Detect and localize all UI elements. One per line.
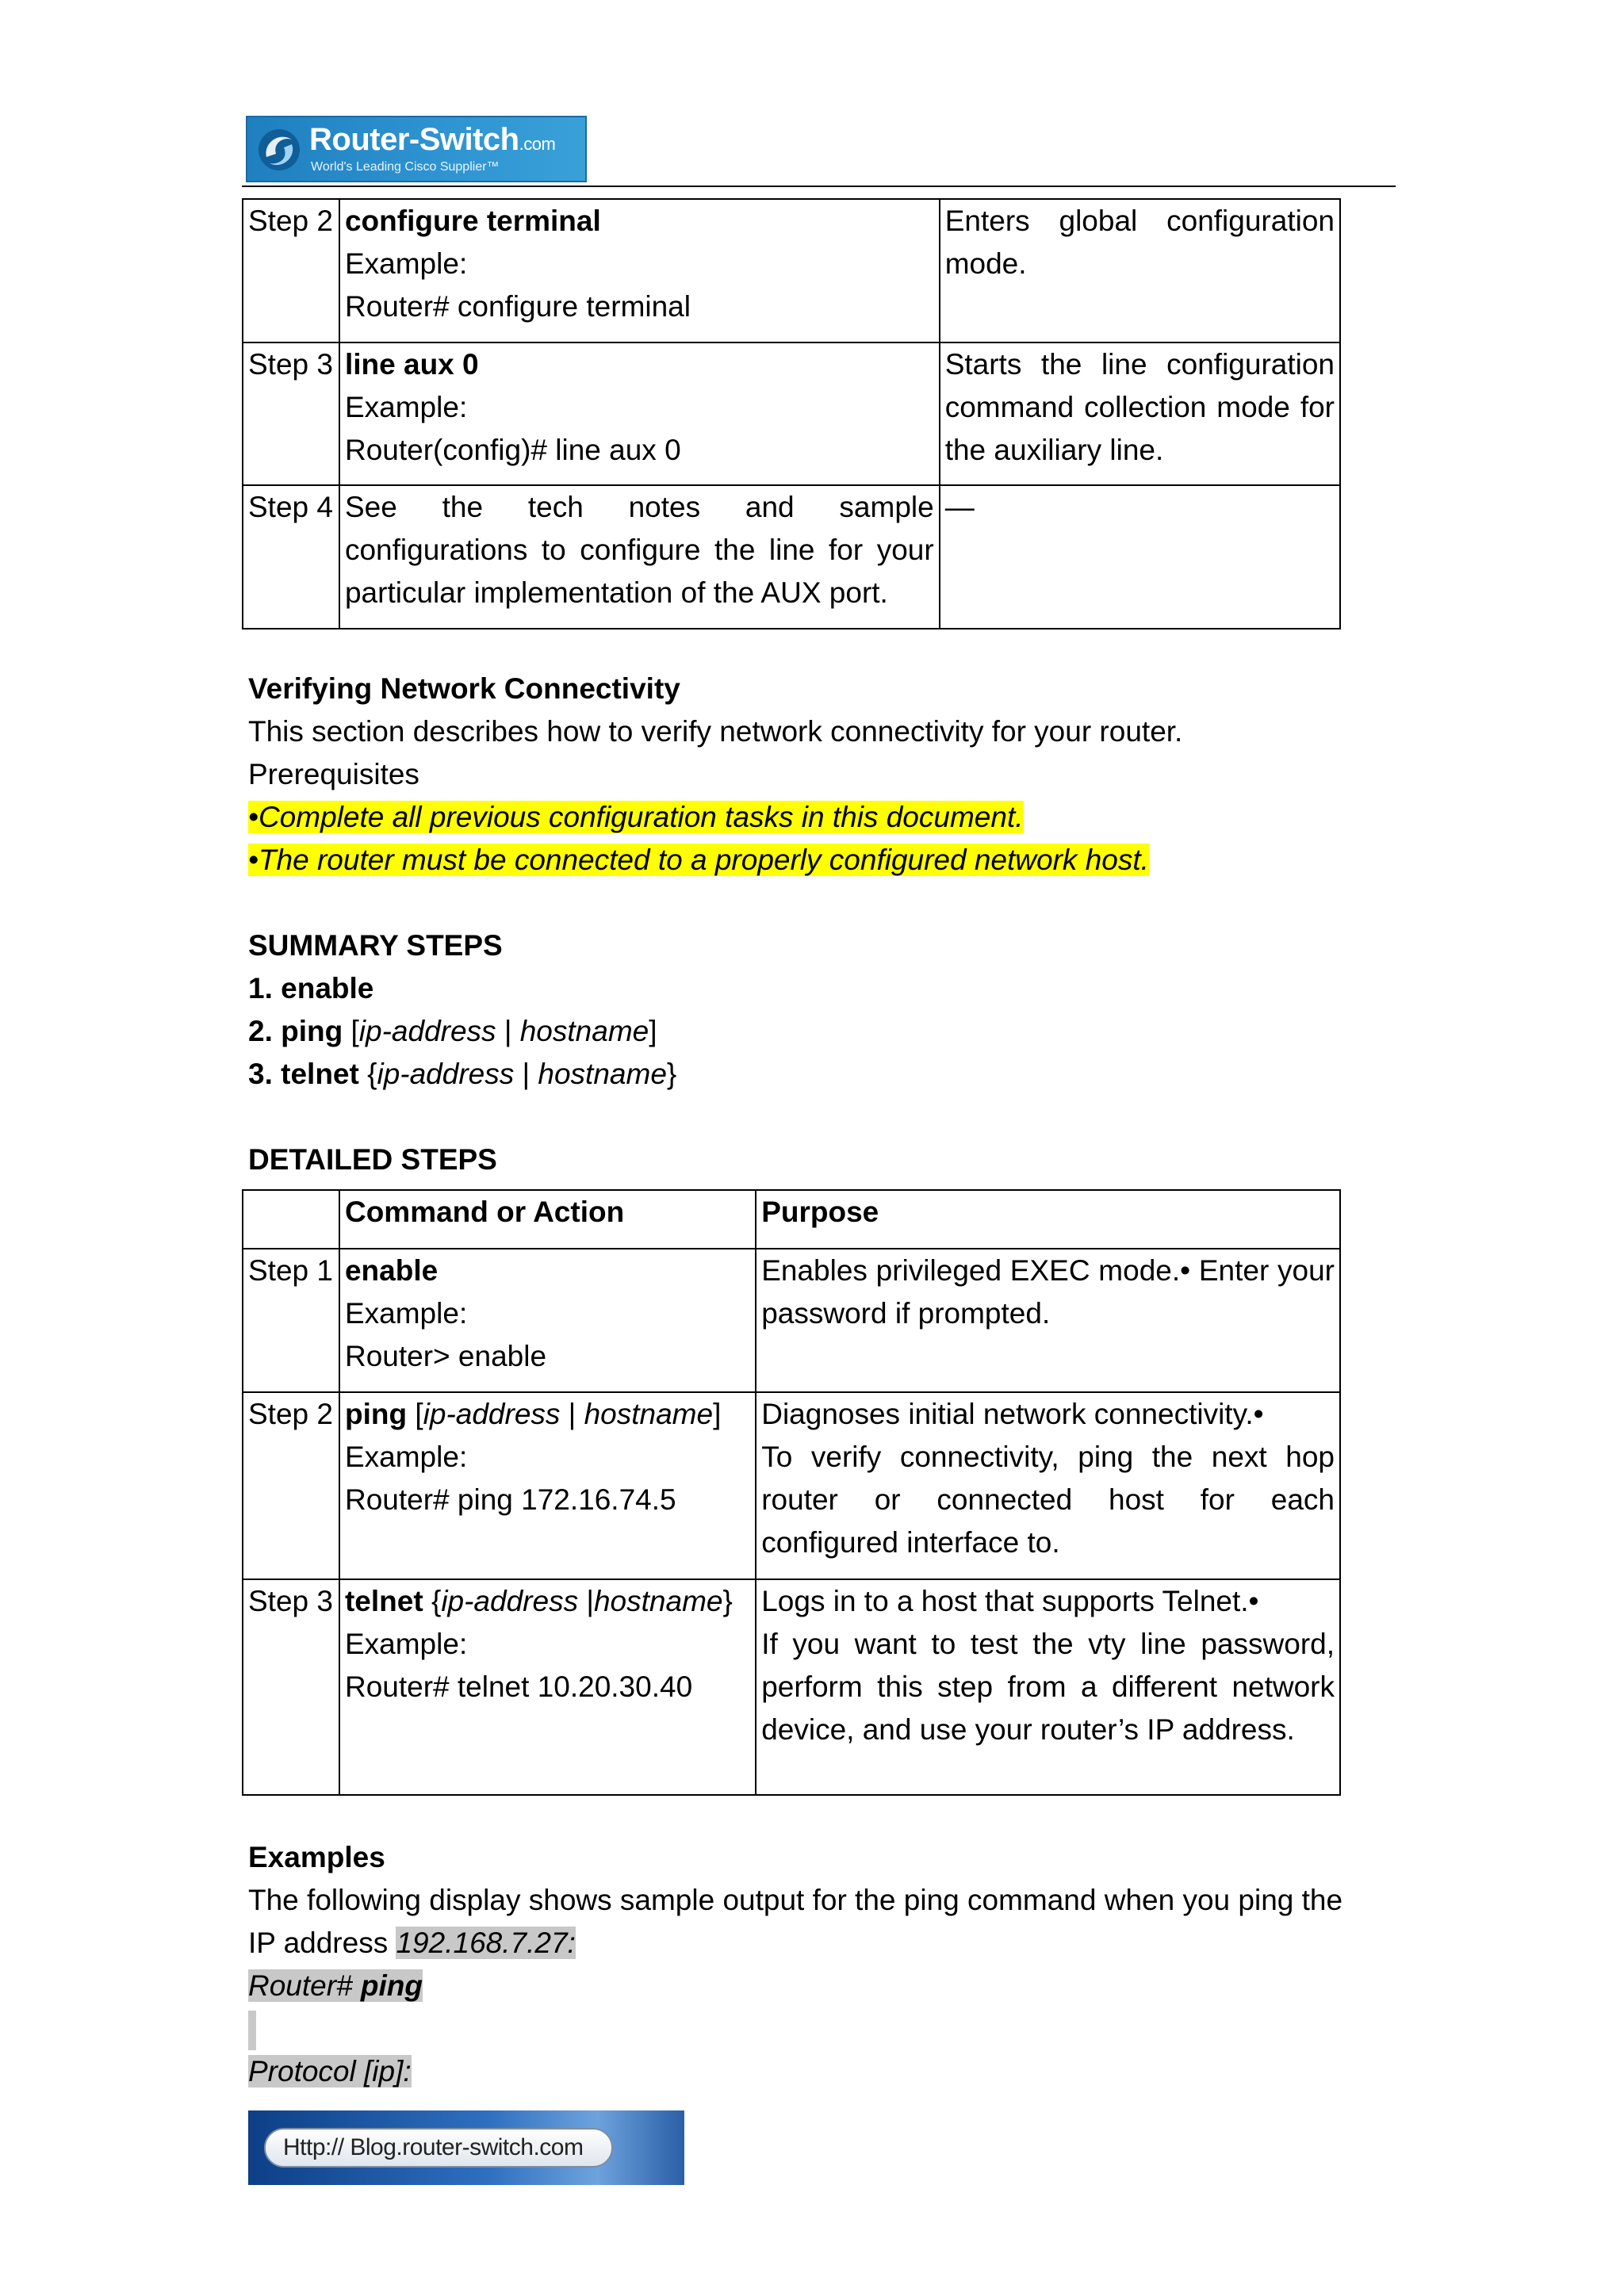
table-row (243, 342, 1340, 485)
example-protocol: Protocol [ip]: (248, 2055, 412, 2087)
command-text: telnet {ip-address |hostname} (344, 1585, 733, 1617)
purpose-line: To verify connectivity, ping the next hop router or connected host for each configured interface to. (761, 1441, 1335, 1559)
purpose-cell (756, 1579, 1340, 1795)
examples-text: IP address 192.168.7.27: (248, 1927, 576, 1959)
step-cell: Step 3 (243, 342, 339, 485)
example-command: Router# ping (248, 1969, 423, 2002)
purpose-line: If you want to test the vty line password, perform this step from a different network device, and use your router’s IP address. (761, 1628, 1335, 1746)
detailed-title: DETAILED STEPS (248, 1143, 497, 1176)
table-row (243, 1392, 1340, 1579)
logo-swirl-icon (255, 125, 303, 174)
purpose-cell: Enters global configuration mode. (940, 199, 1340, 342)
router-switch-logo (246, 116, 587, 182)
header-cell-purpose: Purpose (756, 1190, 1340, 1249)
banner-url-text: Http:// Blog.router-switch.com (283, 2134, 584, 2160)
config-steps-table (242, 198, 1341, 629)
prerequisite-item: •The router must be connected to a properly configured network host. (248, 844, 1149, 876)
table-header-row (243, 1190, 1340, 1249)
step-cell: Step 2 (243, 1392, 339, 1579)
section-intro: This section describes how to verify network connectivity for your router. (248, 715, 1183, 748)
step-cell: Step 2 (243, 199, 339, 342)
example-text: Router# configure terminal (344, 290, 691, 323)
example-label: Example: (344, 1297, 468, 1330)
prerequisites-label: Prerequisites (248, 758, 419, 790)
detailed-steps-table (242, 1189, 1341, 1796)
command-cell: See the tech notes and sample configurations to configure the line for your particular implementation of the AUX port. (339, 485, 940, 629)
purpose-cell: Enables privileged EXEC mode.• Enter your password if prompted. (756, 1249, 1340, 1392)
command-cell (339, 199, 940, 342)
summary-step: 1. enable (248, 972, 374, 1004)
ip-address-highlight: 192.168.7.27: (396, 1927, 576, 1959)
command-text: line aux 0 (344, 348, 479, 381)
purpose-line: Diagnoses initial network connectivity.• (761, 1398, 1264, 1430)
purpose-cell (756, 1392, 1340, 1579)
table-row (243, 485, 1340, 629)
example-label: Example: (344, 1628, 468, 1660)
example-text: Router# telnet 10.20.30.40 (344, 1670, 693, 1703)
logo-name: Router-Switch.com (309, 122, 556, 157)
example-label: Example: (344, 391, 468, 423)
section-title: Verifying Network Connectivity (248, 672, 680, 705)
table-row (243, 1579, 1340, 1795)
command-cell (339, 1579, 756, 1795)
examples-text: The following display shows sample output for the ping command when you ping the (248, 1884, 1343, 1916)
step-cell: Step 3 (243, 1579, 339, 1795)
example-label: Example: (344, 247, 468, 280)
header-cell-step (243, 1190, 339, 1249)
command-text: configure terminal (344, 205, 601, 237)
logo-tagline: World's Leading Cisco Supplier™ (311, 160, 500, 174)
purpose-cell: Starts the line configuration command collection mode for the auxiliary line. (940, 342, 1340, 485)
prerequisite-item: •Complete all previous configuration tasks in this document. (248, 801, 1024, 833)
purpose-line: Logs in to a host that supports Telnet.• (761, 1585, 1259, 1617)
example-text: Router(config)# line aux 0 (344, 434, 681, 466)
summary-title: SUMMARY STEPS (248, 929, 503, 962)
step-cell: Step 4 (243, 485, 339, 629)
command-cell (339, 1392, 756, 1579)
example-label: Example: (344, 1441, 468, 1473)
example-text: Router> enable (344, 1340, 547, 1372)
command-cell (339, 1249, 756, 1392)
header-cell-command: Command or Action (339, 1190, 756, 1249)
header-rule (242, 186, 1396, 187)
examples-title: Examples (248, 1841, 385, 1873)
table-row (243, 1249, 1340, 1392)
command-text: enable (344, 1254, 439, 1287)
purpose-cell: — (940, 485, 1340, 629)
table-row (243, 199, 1340, 342)
summary-step: 3. telnet {ip-address | hostname} (248, 1058, 677, 1090)
summary-step: 2. ping [ip-address | hostname] (248, 1015, 657, 1047)
blog-banner (248, 2110, 684, 2185)
example-text: Router# ping 172.16.74.5 (344, 1483, 676, 1516)
command-text: ping [ip-address | hostname] (344, 1398, 722, 1430)
step-cell: Step 1 (243, 1249, 339, 1392)
command-cell (339, 342, 940, 485)
empty-highlight-line (248, 2011, 256, 2050)
